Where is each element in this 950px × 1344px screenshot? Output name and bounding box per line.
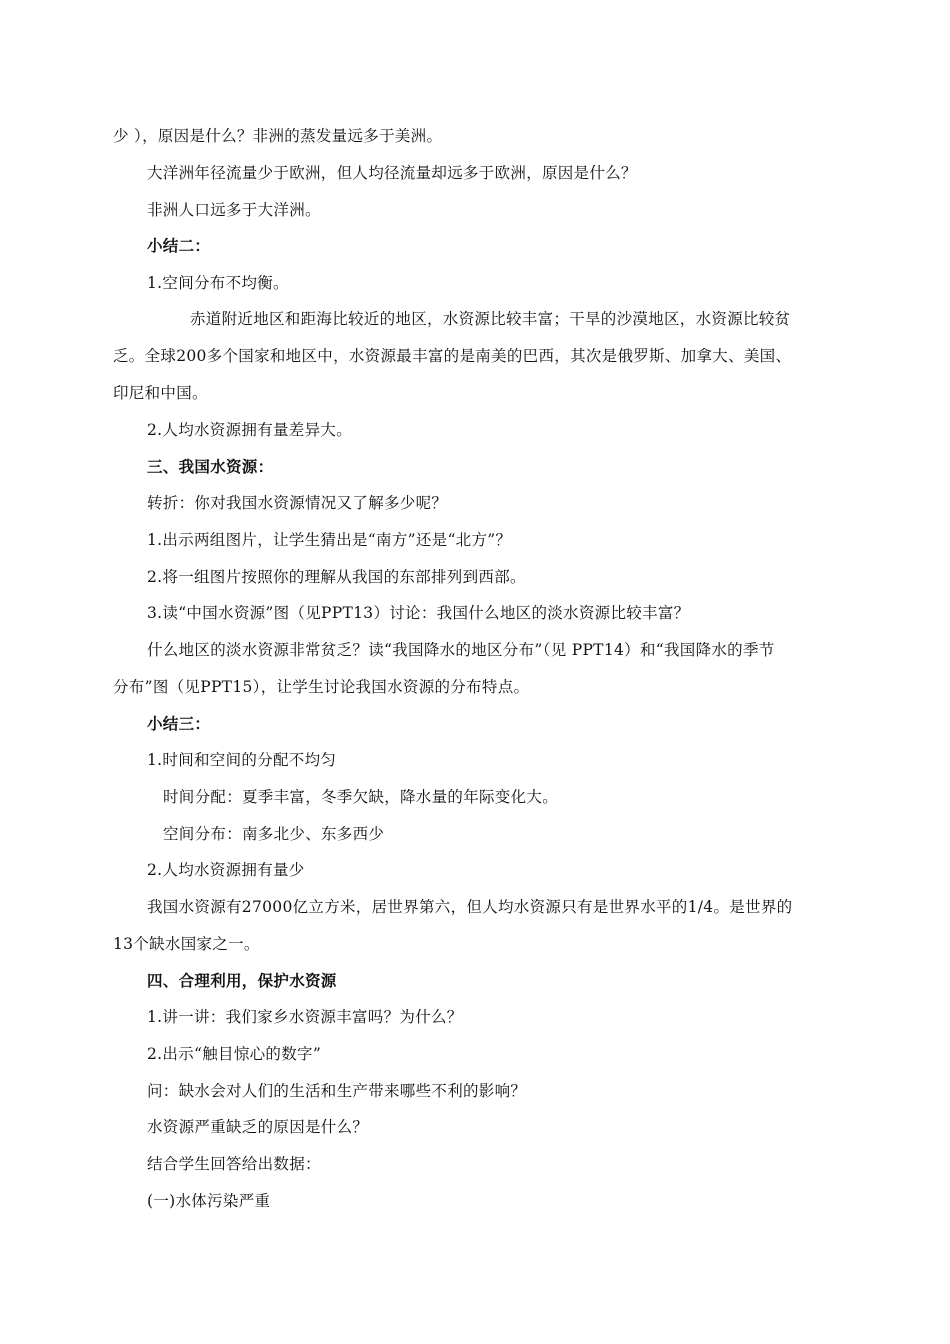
text-line: 结合学生回答给出数据： <box>147 1155 321 1173</box>
list-item: 1.出示两组图片，让学生猜出是“南方”还是“北方”？ <box>147 531 512 549</box>
list-item: 2.人均水资源拥有量差异大。 <box>147 421 352 439</box>
list-item: (一)水体污染严重 <box>147 1192 271 1210</box>
text-line: 印尼和中国。 <box>113 384 208 402</box>
text-line: 空间分布：南多北少、东多西少 <box>163 825 385 843</box>
text-line: 13个缺水国家之一。 <box>113 935 260 953</box>
text-line: 时间分配：夏季丰富，冬季欠缺，降水量的年际变化大。 <box>163 788 559 806</box>
text-line: 非洲人口远多于大洋洲。 <box>147 201 321 219</box>
text-line: 大洋洲年径流量少于欧洲，但人均径流量却远多于欧洲，原因是什么？ <box>147 164 637 182</box>
text-line: 我国水资源有27000亿立方米，居世界第六，但人均水资源只有是世界水平的1/4。是世界的 <box>147 898 793 916</box>
list-item: 1.时间和空间的分配不均匀 <box>147 751 337 769</box>
section-heading: 小结三： <box>147 714 211 733</box>
text-line: 分布”图（见PPT15），让学生讨论我国水资源的分布特点。 <box>113 678 530 696</box>
text-line: 问：缺水会对人们的生活和生产带来哪些不利的影响？ <box>147 1082 527 1100</box>
section-heading: 三、我国水资源： <box>147 457 274 476</box>
text-line: 转折：你对我国水资源情况又了解多少呢？ <box>147 494 448 512</box>
text-line: 乏。全球200多个国家和地区中，水资源最丰富的是南美的巴西，其次是俄罗斯、加拿大、美国、 <box>113 347 792 365</box>
text-line: 什么地区的淡水资源非常贫乏？读“我国降水的地区分布”（见 PPT14）和“我国降水的季节 <box>147 641 775 659</box>
text-line: 少 ），原因是什么？非洲的蒸发量远多于美洲。 <box>113 127 443 145</box>
list-item: 2.出示“触目惊心的数字” <box>147 1045 322 1063</box>
section-heading: 小结二： <box>147 236 211 255</box>
list-item: 1.空间分布不均衡。 <box>147 274 289 292</box>
text-line: 水资源严重缺乏的原因是什么？ <box>147 1118 369 1136</box>
text-line: 赤道附近地区和距海比较近的地区，水资源比较丰富；干旱的沙漠地区，水资源比较贫 <box>190 310 791 328</box>
list-item: 1.讲一讲：我们家乡水资源丰富吗？为什么？ <box>147 1008 463 1026</box>
list-item: 2.将一组图片按照你的理解从我国的东部排列到西部。 <box>147 568 526 586</box>
list-item: 2.人均水资源拥有量少 <box>147 861 305 879</box>
section-heading: 四、合理利用，保护水资源 <box>147 971 337 990</box>
list-item: 3.读“中国水资源”图（见PPT13）讨论：我国什么地区的淡水资源比较丰富？ <box>147 604 690 622</box>
